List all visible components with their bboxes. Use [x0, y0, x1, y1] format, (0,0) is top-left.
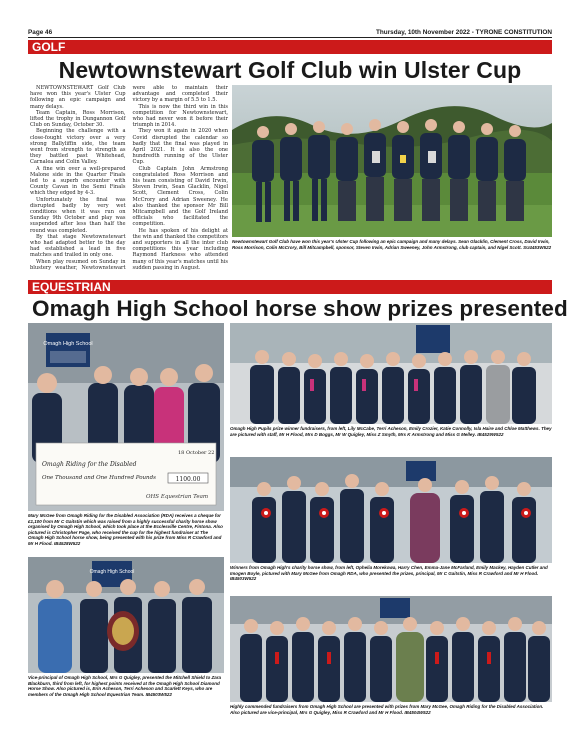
school-sign-text: Omagh High School [43, 341, 93, 347]
golf-team-photo [232, 85, 552, 237]
highly-commended-photo [230, 596, 552, 702]
cheque-presentation-photo [28, 323, 224, 511]
page-number: Page 46 [28, 28, 53, 36]
school-sign-text: Omagh High School [89, 569, 135, 575]
charity-show-winners-photo [230, 457, 552, 563]
golf-headline: Newtownstewart Golf Club win Ulster Cup [58, 57, 522, 83]
cheque-signature: OHS Equestrian Team [146, 494, 209, 500]
golf-paragraph: He has spoken of his delight at the win and thanked the competitors and supporters in all the inter club competitions this year including Raymond Harkness who attended many of this year's matches until his sudden passing in August. [132, 227, 228, 271]
golf-paragraph: Team Captain, Ross Morrison, lifted the trophy in Dungannon Golf Club on Sunday, October 30. [30, 109, 126, 129]
charity-show-winners-caption: Winners from Omagh High's charity horse show, from left, Ophelia Morekowa, Harry Chen, Emma-Jane McFarland, Emily Mackey, Hayden Cutler and Imogen Boyle, pictured with Mary McGee from Omagh RDA, who presented the prizes, principal, Mr C Gaitstin, Miss R Crawford and Mr H Flood. IB4503W522 [230, 565, 548, 581]
equestrian-headline: Omagh High School horse show prizes presented [32, 296, 568, 321]
cheque-amount-figure: 1100.00 [175, 476, 201, 483]
golf-paragraph: They won it again in 2020 when Covid disrupted the calendar so badly that the final was played in April 2021. It is also the one hundredth running of the Ulster Cup. [132, 128, 228, 166]
header-rule [28, 37, 552, 38]
golf-paragraph: This is now the third win in this competition for Newtownstewart, who had never won it before their triumph in 2014. [132, 103, 228, 129]
section-label-golf: GOLF [28, 40, 552, 54]
page-header [28, 27, 552, 37]
prize-winners-caption: Omagh High Pupils prize winner fundraisers, from left, Lily McCabe, Terri Acheson, Emily Crozier, Katie Connolly, Isla Haire and Chloe Matthews. They are pictured with staff, Mr H Flood, Mrs D Boggs, Mr W Quigley, Miss Z Smyth, Mrs K Armstrong and Miss G Melley. IB4529W522 [230, 426, 552, 437]
golf-article-body [30, 85, 228, 273]
section-label-equestrian: EQUESTRIAN [28, 280, 552, 294]
highly-commended-caption: Highly commended fundraisers from Omagh High School are presented with prizes from Mary McGee, Omagh Riding for the Disabled Association. Also pictured are vice-principal, Mrs G Quigley, Miss R Crawford and Mr H Flood. IB4504W522 [230, 704, 544, 715]
golf-photo-caption: Newtownstewart Golf Club have won this year's Ulster Cup following an epic campaign and many delays. Sean Glacklin, Clement Cross, David Irwin, Ross Morrison, Colin McCrory, Bill Mitcampbell, sponsor, Steven Irwin, Adrian Sweeney, John Armstrong, club captain, and Nigel Scott. SU4453W522 [232, 239, 552, 250]
cheque-caption: Mary McGee from Omagh Riding for the Disabled Association (RDA) receives a cheque for £1,100 from Mr C Gaitstin which was raised from a highly successful charity horse show organised by Omagh High School, which took place at the Ecclesville Centre, Fintona. Also pictured is Christopher Page, who received the cup for the highest fundraiser at The Omagh High School horse show, being presented with his prize from Miss R Crawford and Mr H Flood. IB4528W522 [28, 513, 223, 546]
golf-paragraph: Unfortunately the final was disrupted badly by very wet conditions when it was run on Sunday 9th October and play was suspended after less than half the round was completed. [30, 196, 126, 234]
golf-paragraph: Beginning the challenge with a close-fought victory over a very strong Ballyliffin side, the team went from strength to strength as they battled past Whitehead, Carnalea and Colin Valley. [30, 128, 126, 166]
cheque-date: 18 October 22 [178, 450, 215, 456]
golf-paragraph: Club Captain John Armstrong congratulated Ross Morrison and his team consisting of David Irwin, Steven Irwin, Sean Glacklin, Nigel Scott, Clement Cross, Colin McCrory and Adrian Sweeney. He also thanked the sponsor Mr Bill Mitcampbell and the Golf Ireland officials who facilitated the competition. [132, 165, 228, 228]
golf-paragraph: When play resumed on Sunday in blustery weather, Newtownstewart were able to maintain their advantage and completed their victory by a margin of 5.5 to 1.5. [30, 85, 228, 271]
prize-winners-group-photo [230, 323, 552, 424]
date-line: Thursday, 10th November 2022 - TYRONE CONSTITUTION [375, 28, 552, 36]
mitchell-shield-caption: Vice-principal of Omagh High School, Mrs G Quigley, presented the Mitchell Shield to Zara Blackburn, third from left, for highest points received at the Omagh High School Diamond Horse Show. Also pictured is, Erin Acheson, Terri Acheson and Scarlett Keys, who are members of the Omagh High School Equestrian Team. IB4503W522 [28, 675, 221, 697]
cheque-amount-words: One Thousand and One Hundred Pounds [42, 475, 156, 481]
golf-paragraph: NEWTOWNSTEWART Golf Club have won this year's Ulster Cup following an epic campaign and many delays. [30, 85, 126, 110]
mitchell-shield-photo [28, 557, 224, 673]
golf-paragraph: A fine win over a well-prepared Malone side in the Quarter Finals led to a superb encounter with County Cavan in the Semi Finals which they edged by 4-3. [30, 165, 126, 197]
golf-paragraph: By that stage Newtownstewart who had adapted better to the day had established a lead in five matches and trailed in only one. [30, 233, 126, 259]
cheque-payee: Omagh Riding for the Disabled [42, 461, 137, 468]
